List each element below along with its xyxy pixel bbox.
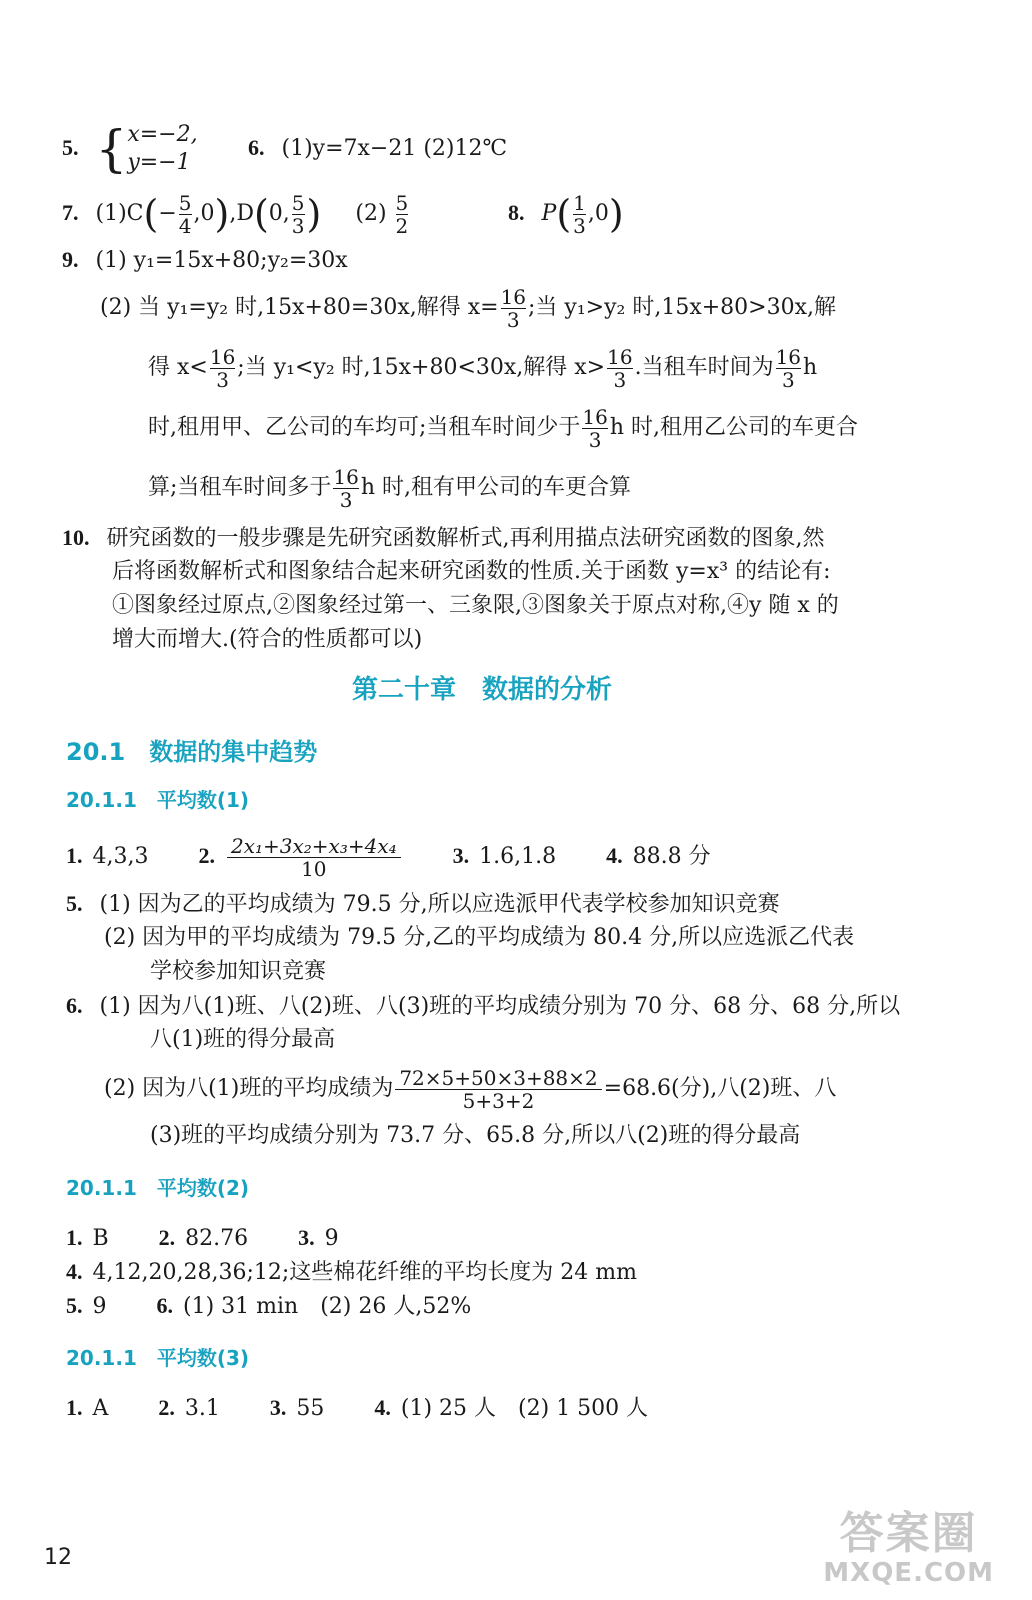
answer-text: (1) 31 min (2) 26 人,52% bbox=[183, 1294, 472, 1319]
answer-text: A bbox=[92, 1396, 109, 1421]
numerator: 16 bbox=[333, 464, 359, 489]
answer-text: 9 bbox=[92, 1294, 107, 1319]
brace-symbol: { bbox=[95, 120, 128, 178]
answer-text: h 时,租用乙公司的车更合 bbox=[609, 415, 859, 440]
answer-text: h bbox=[803, 355, 818, 380]
answers-row-1 bbox=[66, 830, 711, 883]
answer-text: 研究函数的一般步骤是先研究函数解析式,再利用描点法研究函数的图象,然 bbox=[106, 526, 825, 551]
page-number: 12 bbox=[44, 1545, 72, 1570]
watermark-url: MXQE.COM bbox=[823, 1558, 994, 1588]
answer-text: (1)C bbox=[95, 201, 144, 226]
fraction bbox=[501, 286, 526, 331]
paren: ( bbox=[556, 192, 572, 236]
numerator: 16 bbox=[607, 344, 633, 369]
answer-text: (1) 因为八(1)班、八(2)班、八(3)班的平均成绩分别为 70 分、68 分、68 分,所以 bbox=[99, 994, 901, 1019]
denominator: 3 bbox=[582, 428, 607, 451]
fraction bbox=[776, 346, 801, 391]
denominator: 3 bbox=[607, 368, 632, 391]
answer-text: 4,12,20,28,36;12;这些棉花纤维的平均长度为 24 mm bbox=[92, 1260, 637, 1285]
answer-text: =68.6(分),八(2)班、八 bbox=[603, 1076, 837, 1101]
answers-row-1 bbox=[66, 1392, 648, 1425]
denominator: 3 bbox=[776, 368, 801, 391]
paren: ) bbox=[214, 192, 230, 236]
numerator: 1 bbox=[573, 190, 586, 215]
answer-text: 0, bbox=[268, 201, 290, 226]
fraction bbox=[210, 346, 235, 391]
numerator: 5 bbox=[178, 190, 192, 215]
answer-text: .当租车时间为 bbox=[634, 355, 774, 380]
denominator: 5+3+2 bbox=[395, 1089, 601, 1112]
question-number: 2. bbox=[158, 1225, 176, 1250]
answer-text: (1) 因为乙的平均成绩为 79.5 分,所以应选派甲代表学校参加知识竞赛 bbox=[99, 892, 780, 917]
answer-text: ;当 y₁<y₂ 时,15x+80<30x,解得 x> bbox=[237, 355, 606, 380]
fraction bbox=[396, 192, 409, 237]
section-title: 20.1 数据的集中趋势 bbox=[66, 738, 318, 766]
answer-text: h 时,租有甲公司的车更合算 bbox=[360, 475, 632, 500]
answer-text: 9 bbox=[324, 1226, 339, 1251]
numerator: 2x₁+3x₂+x₃+4x₄ bbox=[230, 833, 397, 858]
question-number: 3. bbox=[298, 1225, 315, 1250]
answer-8 bbox=[508, 188, 624, 239]
fraction bbox=[607, 346, 632, 391]
question-number: 5. bbox=[66, 891, 83, 916]
paren: ( bbox=[253, 192, 269, 236]
question-number: 7. bbox=[62, 200, 79, 225]
answer-9-line4 bbox=[148, 404, 858, 452]
answer-text: (2) 因为八(1)班的平均成绩为 bbox=[104, 1076, 394, 1101]
answer-text: 1.6,1.8 bbox=[479, 844, 557, 869]
question-number: 3. bbox=[269, 1395, 287, 1420]
answer-text: (2) bbox=[355, 201, 387, 226]
answer-text: ,D bbox=[229, 201, 254, 226]
question-number: 10. bbox=[62, 525, 90, 550]
answer-text: (1) y₁=15x+80;y₂=30x bbox=[95, 248, 348, 273]
question-number: 4. bbox=[66, 1259, 83, 1284]
answer-6 bbox=[248, 132, 507, 165]
answer-6-line1 bbox=[66, 990, 900, 1023]
answer-7 bbox=[62, 188, 410, 239]
answer-text: 88.8 分 bbox=[632, 844, 711, 869]
answer-text: 3.1 bbox=[184, 1396, 220, 1421]
question-number: 3. bbox=[452, 843, 470, 868]
question-number: 4. bbox=[606, 843, 623, 868]
answer-4 bbox=[66, 1256, 637, 1289]
answers-row-1 bbox=[66, 1222, 339, 1255]
question-number: 9. bbox=[62, 247, 79, 272]
answer-text: 算;当租车时间多于 bbox=[148, 475, 332, 500]
paren: ) bbox=[608, 192, 624, 236]
answer-text: 得 x< bbox=[148, 355, 208, 380]
question-number: 2. bbox=[198, 843, 215, 868]
denominator: 10 bbox=[227, 857, 401, 880]
fraction bbox=[227, 835, 401, 880]
answer-5 bbox=[62, 118, 198, 179]
answer-10-line3: ①图象经过原点,②图象经过第一、三象限,③图象关于原点对称,④y 随 x 的 bbox=[112, 593, 839, 618]
answer-text: ;当 y₁>y₂ 时,15x+80>30x,解 bbox=[528, 295, 836, 320]
question-number: 2. bbox=[158, 1395, 175, 1420]
question-number: 6. bbox=[156, 1293, 173, 1318]
subsection-title: 20.1.1 平均数(2) bbox=[66, 1176, 250, 1200]
question-number: 4. bbox=[374, 1395, 391, 1420]
answer-6-line4: (3)班的平均成绩分别为 73.7 分、65.8 分,所以八(2)班的得分最高 bbox=[150, 1123, 801, 1148]
question-number: 1. bbox=[66, 1225, 83, 1250]
numerator: 5 bbox=[395, 190, 409, 215]
answer-9-line2 bbox=[100, 284, 836, 332]
denominator: 3 bbox=[573, 213, 586, 238]
answer-text: − bbox=[158, 201, 177, 226]
fraction bbox=[179, 192, 192, 237]
equation-line: x=−2, bbox=[127, 122, 198, 147]
watermark-text: 答案圈 bbox=[839, 1508, 978, 1559]
answer-text: (1)y=7x−21 (2)12℃ bbox=[281, 136, 508, 161]
denominator: 3 bbox=[291, 213, 305, 238]
answer-text: (1) 25 人 (2) 1 500 人 bbox=[400, 1396, 649, 1421]
answer-10-line4: 增大而增大.(符合的性质都可以) bbox=[112, 627, 423, 652]
chapter-title: 第二十章 数据的分析 bbox=[352, 675, 613, 705]
answer-text: ,0 bbox=[587, 201, 609, 226]
paren: ( bbox=[143, 192, 159, 236]
answer-text: ,0 bbox=[193, 201, 215, 226]
question-number: 6. bbox=[66, 993, 83, 1018]
answer-text: P bbox=[541, 201, 557, 226]
question-number: 6. bbox=[248, 135, 265, 160]
numerator: 16 bbox=[209, 344, 236, 369]
answer-text: 4,3,3 bbox=[92, 844, 149, 869]
answer-5-line1 bbox=[66, 888, 780, 921]
answer-text: 82.76 bbox=[185, 1226, 249, 1251]
answer-text: B bbox=[92, 1226, 109, 1251]
denominator: 3 bbox=[210, 368, 235, 391]
denominator: 3 bbox=[333, 488, 358, 511]
answer-6-line3 bbox=[104, 1064, 836, 1114]
fraction bbox=[582, 406, 607, 451]
numerator: 5 bbox=[291, 190, 305, 215]
equation-system bbox=[127, 121, 197, 177]
answer-6-line2: 八(1)班的得分最高 bbox=[150, 1027, 336, 1052]
equation-line: y=−1 bbox=[127, 150, 191, 175]
answer-text: (2) 当 y₁=y₂ 时,15x+80=30x,解得 x= bbox=[100, 295, 499, 320]
answer-10-line1 bbox=[62, 522, 825, 555]
subsection-title: 20.1.1 平均数(3) bbox=[66, 1346, 250, 1370]
paren: ) bbox=[306, 192, 322, 236]
answer-9-line5 bbox=[148, 464, 631, 512]
answer-text: 时,租用甲、乙公司的车均可;当租车时间少于 bbox=[148, 415, 581, 440]
answer-9-line3 bbox=[148, 344, 817, 392]
watermark-logo bbox=[823, 1510, 994, 1588]
denominator: 2 bbox=[395, 213, 409, 238]
question-number: 1. bbox=[66, 843, 83, 868]
fraction bbox=[333, 466, 358, 511]
fraction bbox=[395, 1067, 601, 1112]
denominator: 4 bbox=[178, 213, 192, 238]
answer-10-line2: 后将函数解析式和图象结合起来研究函数的性质.关于函数 y=x³ 的结论有: bbox=[112, 559, 831, 584]
numerator: 16 bbox=[500, 284, 527, 309]
numerator: 72×5+50×3+88×2 bbox=[399, 1065, 598, 1090]
numerator: 16 bbox=[775, 344, 802, 369]
question-number: 1. bbox=[66, 1395, 83, 1420]
answer-5-line2: (2) 因为甲的平均成绩为 79.5 分,乙的平均成绩为 80.4 分,所以应选派乙代表 bbox=[104, 925, 855, 950]
answer-5-line3: 学校参加知识竞赛 bbox=[150, 959, 327, 984]
denominator: 3 bbox=[501, 308, 526, 331]
subsection-title: 20.1.1 平均数(1) bbox=[66, 788, 250, 812]
fraction bbox=[573, 192, 586, 237]
answer-9-part1 bbox=[62, 244, 348, 277]
question-number: 5. bbox=[66, 1293, 83, 1318]
numerator: 16 bbox=[582, 404, 608, 429]
question-number: 5. bbox=[62, 135, 79, 160]
answer-text: 55 bbox=[296, 1396, 325, 1421]
answers-row-3 bbox=[66, 1290, 471, 1323]
fraction bbox=[292, 192, 305, 237]
question-number: 8. bbox=[508, 200, 525, 225]
